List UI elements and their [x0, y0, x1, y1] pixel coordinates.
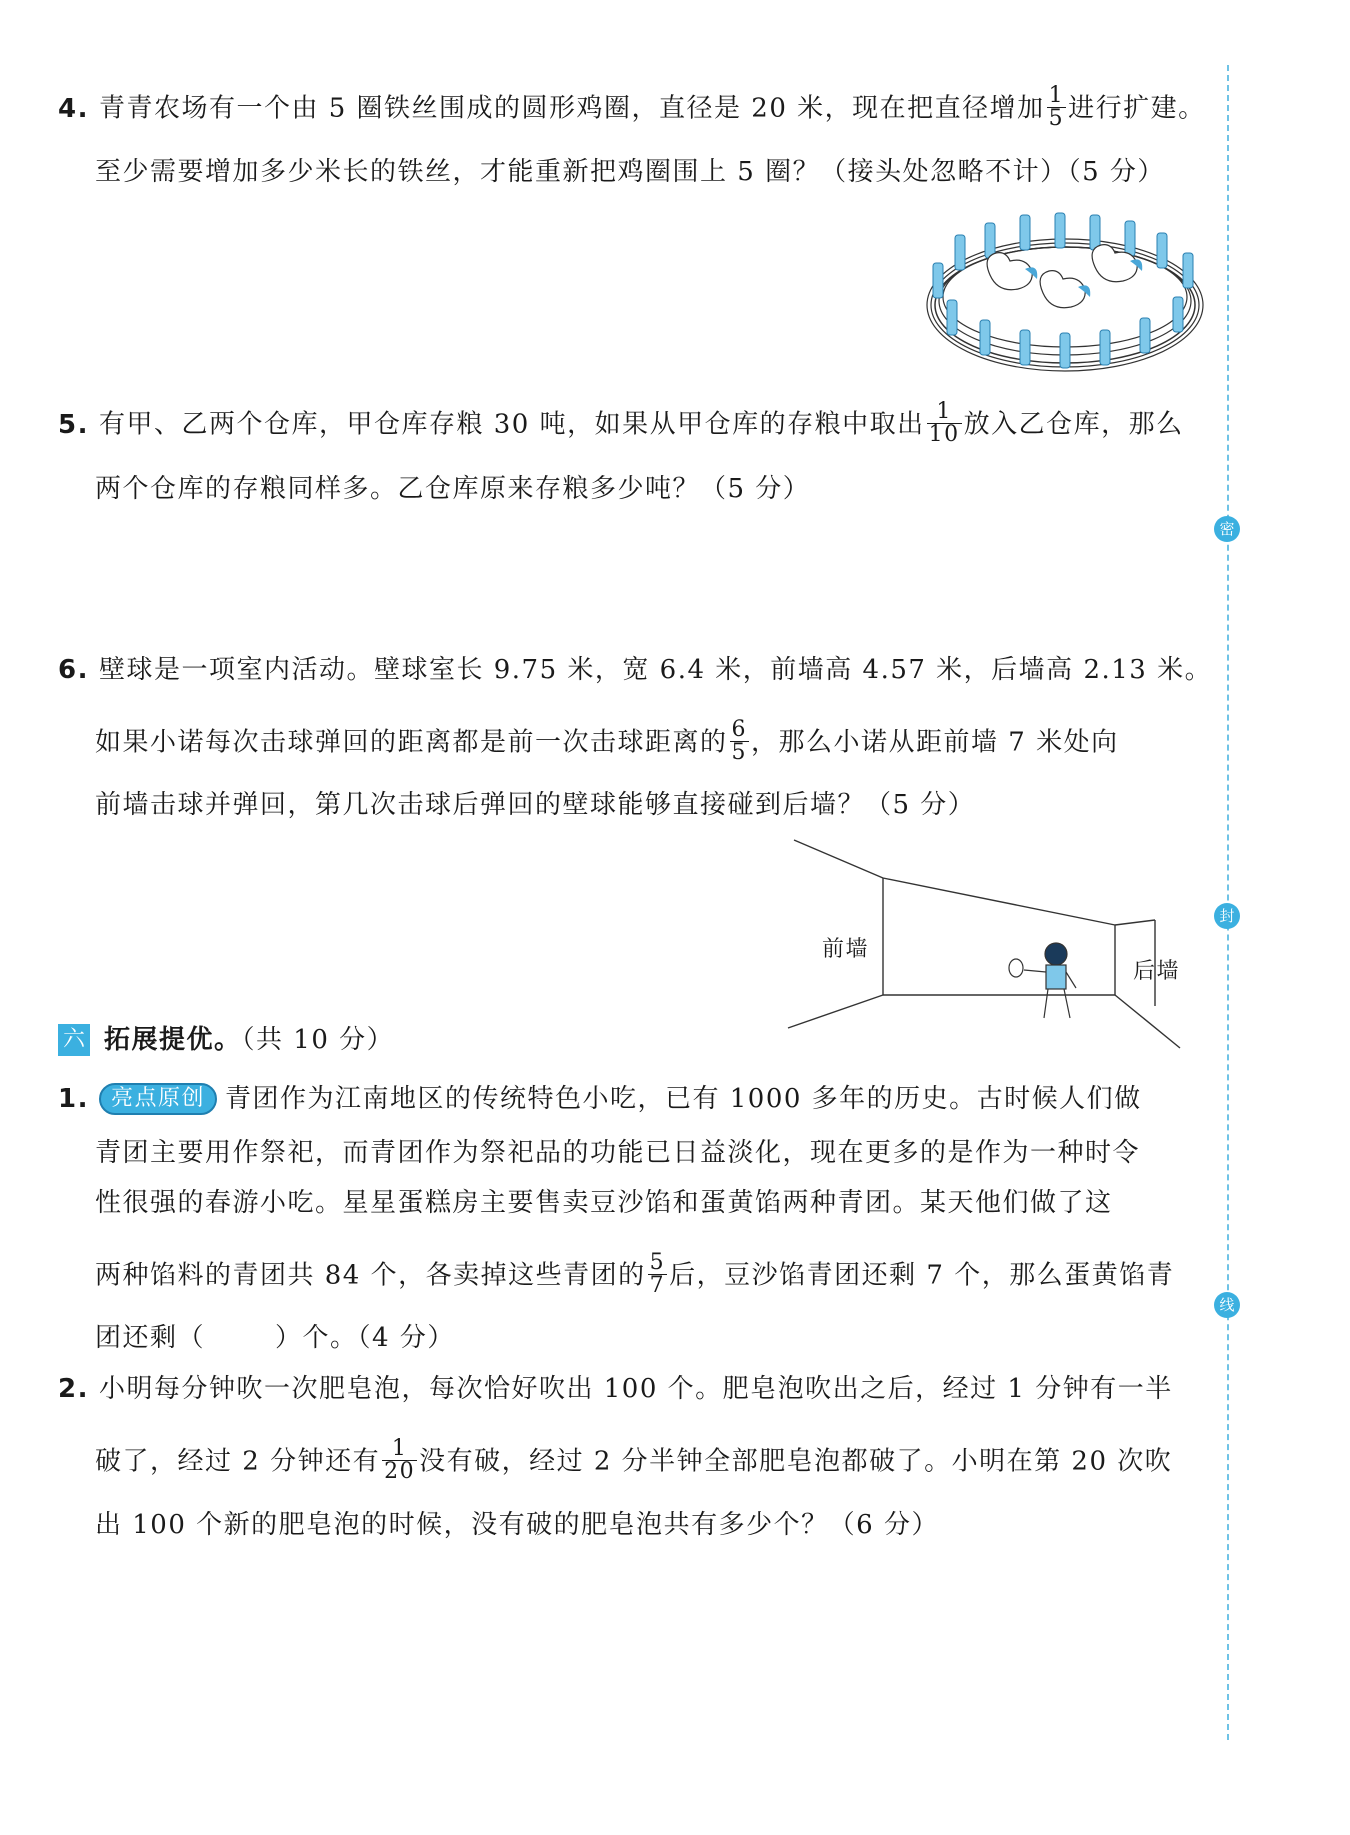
e1-frac-num: 5: [649, 1250, 666, 1275]
e2-text-2a: 破了，经过 2 分钟还有: [95, 1446, 381, 1477]
q5-line-1: [58, 399, 1184, 448]
e1-text-4a: 两种馅料的青团共 84 个，各卖掉这些青团的: [95, 1260, 646, 1291]
q6-line-3: 前墙击球并弹回，第几次击球后弹回的壁球能够直接碰到后墙？（5 分）: [95, 790, 976, 820]
highlight-original-badge: 亮点原创: [99, 1083, 217, 1115]
e2-text-1: 小明每分钟吹一次肥皂泡，每次恰好吹出 100 个。肥皂泡吹出之后，经过 1 分钟有一半: [98, 1374, 1173, 1404]
q6-frac-num: 6: [731, 717, 748, 742]
e1-text-4b: 后，豆沙馅青团还剩 7 个，那么蛋黄馅青: [669, 1260, 1175, 1291]
binding-mark-seal: 密: [1214, 516, 1240, 542]
e2-frac-den: 20: [384, 1459, 416, 1484]
e1-text-1: 青团作为江南地区的传统特色小吃，已有 1000 多年的历史。古时候人们做: [224, 1084, 1142, 1114]
q5-text-1b: 放入乙仓库，那么: [963, 409, 1184, 440]
binding-mark-line: 线: [1214, 1292, 1240, 1318]
q4-frac-num: 1: [1048, 83, 1065, 108]
q4-line-2: 至少需要增加多少米长的铁丝，才能重新把鸡圈围上 5 圈？（接头处忽略不计）（5 分）: [95, 157, 1165, 187]
q5-frac-den: 10: [928, 422, 960, 447]
q4-text-1b: 进行扩建。: [1068, 93, 1206, 124]
q6-frac-den: 5: [731, 740, 748, 765]
q6-text-1: 壁球是一项室内活动。壁球室长 9.75 米，宽 6.4 米，前墙高 4.57 米，后墙高 2.13 米。: [98, 655, 1213, 685]
e1-line-2: 青团主要用作祭祀，而青团作为祭祀品的功能已日益淡化，现在更多的是作为一种时令: [95, 1138, 1141, 1168]
e1-fraction: [648, 1252, 668, 1297]
q6-text-2a: 如果小诺每次击球弹回的距离都是前一次击球距离的: [95, 727, 728, 758]
e2-text-2b: 没有破，经过 2 分半钟全部肥皂泡都破了。小明在第 20 次吹: [419, 1446, 1173, 1477]
e1-frac-den: 7: [649, 1273, 666, 1298]
section-title: [104, 1022, 394, 1058]
q4-line-1: [58, 83, 1206, 132]
q6-number: 6.: [58, 655, 89, 685]
e2-line-1: [58, 1372, 1173, 1406]
q6-line-2: [95, 717, 1119, 766]
e2-fraction: [382, 1438, 417, 1483]
e1-text-5b: ）个。（4 分）: [275, 1323, 455, 1353]
q6-fraction: [730, 719, 750, 764]
section-points: （共 10 分）: [241, 1025, 395, 1055]
e1-number: 1.: [58, 1084, 89, 1114]
e1-line-3: 性很强的春游小吃。星星蛋糕房主要售卖豆沙馅和蛋黄馅两种青团。某天他们做了这: [95, 1188, 1113, 1218]
back-wall-label: 后墙: [1133, 959, 1181, 984]
q6-line-1: [58, 653, 1212, 687]
q5-text-1a: 有甲、乙两个仓库，甲仓库存粮 30 吨，如果从甲仓库的存粮中取出: [98, 409, 925, 440]
chicken-pen-illustration: [925, 205, 1205, 380]
section-title-text: 拓展提优。: [104, 1025, 242, 1055]
e1-line-1: [58, 1082, 1142, 1117]
e2-frac-num: 1: [391, 1436, 408, 1461]
e2-line-3: 出 100 个新的肥皂泡的时候，没有破的肥皂泡共有多少个？（6 分）: [95, 1510, 939, 1540]
e1-line-4: [95, 1250, 1175, 1299]
e2-number: 2.: [58, 1374, 89, 1404]
q4-number: 4.: [58, 93, 89, 124]
q6-text-2b: ，那么小诺从距前墙 7 米处向: [751, 727, 1119, 758]
q5-frac-num: 1: [936, 399, 952, 424]
e2-line-2: [95, 1436, 1173, 1485]
binding-mark-seal-2: 封: [1214, 903, 1240, 929]
q4-text-1a: 青青农场有一个由 5 圈铁丝围成的圆形鸡圈，直径是 20 米，现在把直径增加: [98, 93, 1045, 124]
section-number-badge: 六: [58, 1024, 90, 1056]
q4-fraction: [1047, 85, 1067, 130]
e1-text-5a: 团还剩（: [95, 1323, 206, 1353]
q5-number: 5.: [58, 409, 89, 440]
front-wall-label: 前墙: [822, 937, 870, 962]
e1-line-5: [95, 1321, 455, 1355]
q5-fraction: [927, 401, 962, 446]
q5-line-2: 两个仓库的存粮同样多。乙仓库原来存粮多少吨？（5 分）: [95, 474, 811, 504]
q4-frac-den: 5: [1048, 106, 1065, 131]
